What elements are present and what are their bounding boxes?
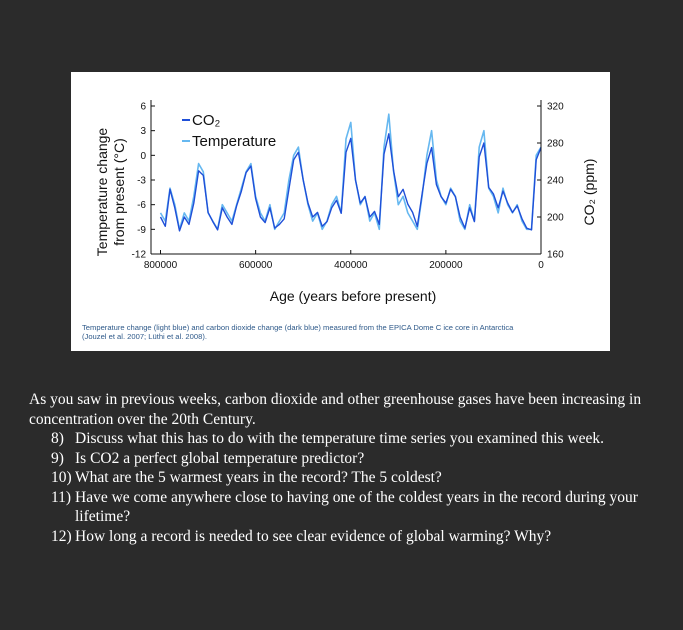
question-number: 9) bbox=[51, 449, 64, 467]
temperature-series-line bbox=[161, 114, 542, 229]
legend-co2-label: CO₂ bbox=[192, 112, 221, 129]
x-tick-label: 200000 bbox=[429, 260, 463, 271]
y-right-tick-label: 320 bbox=[547, 101, 564, 113]
question-item bbox=[29, 488, 659, 527]
y-right-tick-label: 160 bbox=[547, 249, 564, 261]
question-number: 12) bbox=[51, 527, 72, 545]
y-left-tick-label: -12 bbox=[131, 249, 146, 261]
x-tick-label: 600000 bbox=[238, 260, 273, 271]
question-item bbox=[29, 449, 659, 469]
question-text: What are the 5 warmest years in the record? The 5 coldest? bbox=[75, 469, 442, 486]
question-item bbox=[29, 429, 659, 449]
legend bbox=[182, 112, 276, 150]
caption-line-2: (Jouzel et al. 2007; Lüthi et al. 2008). bbox=[82, 332, 207, 341]
question-number: 8) bbox=[51, 430, 64, 447]
y-left-title-line1: Temperature change bbox=[94, 127, 110, 257]
x-axis-title: Age (years before present) bbox=[269, 288, 437, 304]
question-number: 11) bbox=[51, 488, 72, 506]
legend-temperature-label: Temperature bbox=[192, 133, 277, 150]
question-text: Discuss what this has to do with the temperature time series you examined this week. bbox=[75, 430, 605, 447]
y-left-tick-label: 3 bbox=[140, 126, 146, 138]
ice-core-chart bbox=[71, 72, 610, 351]
intro-paragraph: As you saw in previous weeks, carbon dioxide and other greenhouse gases have been increasing in concentration over the 20th Century. bbox=[29, 391, 642, 428]
question-text: How long a record is needed to see clear evidence of global warming? Why? bbox=[75, 527, 552, 545]
y-left-tick-label: -6 bbox=[137, 200, 146, 212]
figure-card bbox=[71, 72, 610, 351]
x-tick-label: 800000 bbox=[143, 260, 178, 271]
y-right-tick-label: 280 bbox=[547, 138, 564, 150]
y-left-tick-label: -3 bbox=[137, 175, 146, 187]
assignment-text bbox=[29, 390, 659, 546]
question-text: Have we come anywhere close to having one of the coldest years in the record during your lifetime? bbox=[75, 488, 638, 525]
question-list bbox=[29, 429, 659, 546]
y-left-tick-label: 6 bbox=[140, 101, 146, 113]
y-right-tick-label: 240 bbox=[547, 175, 564, 187]
x-tick-label: 0 bbox=[538, 260, 544, 271]
y-right-tick-label: 200 bbox=[547, 212, 564, 224]
y-left-title-line2: from present (°C) bbox=[111, 138, 127, 246]
question-number: 10) bbox=[51, 469, 72, 486]
y-left-tick-label: -9 bbox=[137, 224, 146, 236]
question-item bbox=[29, 527, 659, 547]
y-left-tick-label: 0 bbox=[140, 150, 146, 162]
figure-caption bbox=[82, 323, 606, 341]
question-item bbox=[29, 468, 659, 488]
caption-line-1: Temperature change (light blue) and carbon dioxide change (dark blue) measured from the EPICA Dome C ice core in Antarctica bbox=[82, 323, 514, 332]
x-tick-label: 400000 bbox=[334, 260, 368, 271]
y-right-title: CO₂ (ppm) bbox=[581, 158, 597, 226]
question-text: Is CO2 a perfect global temperature predictor? bbox=[75, 449, 365, 467]
plot-lines bbox=[161, 114, 542, 231]
